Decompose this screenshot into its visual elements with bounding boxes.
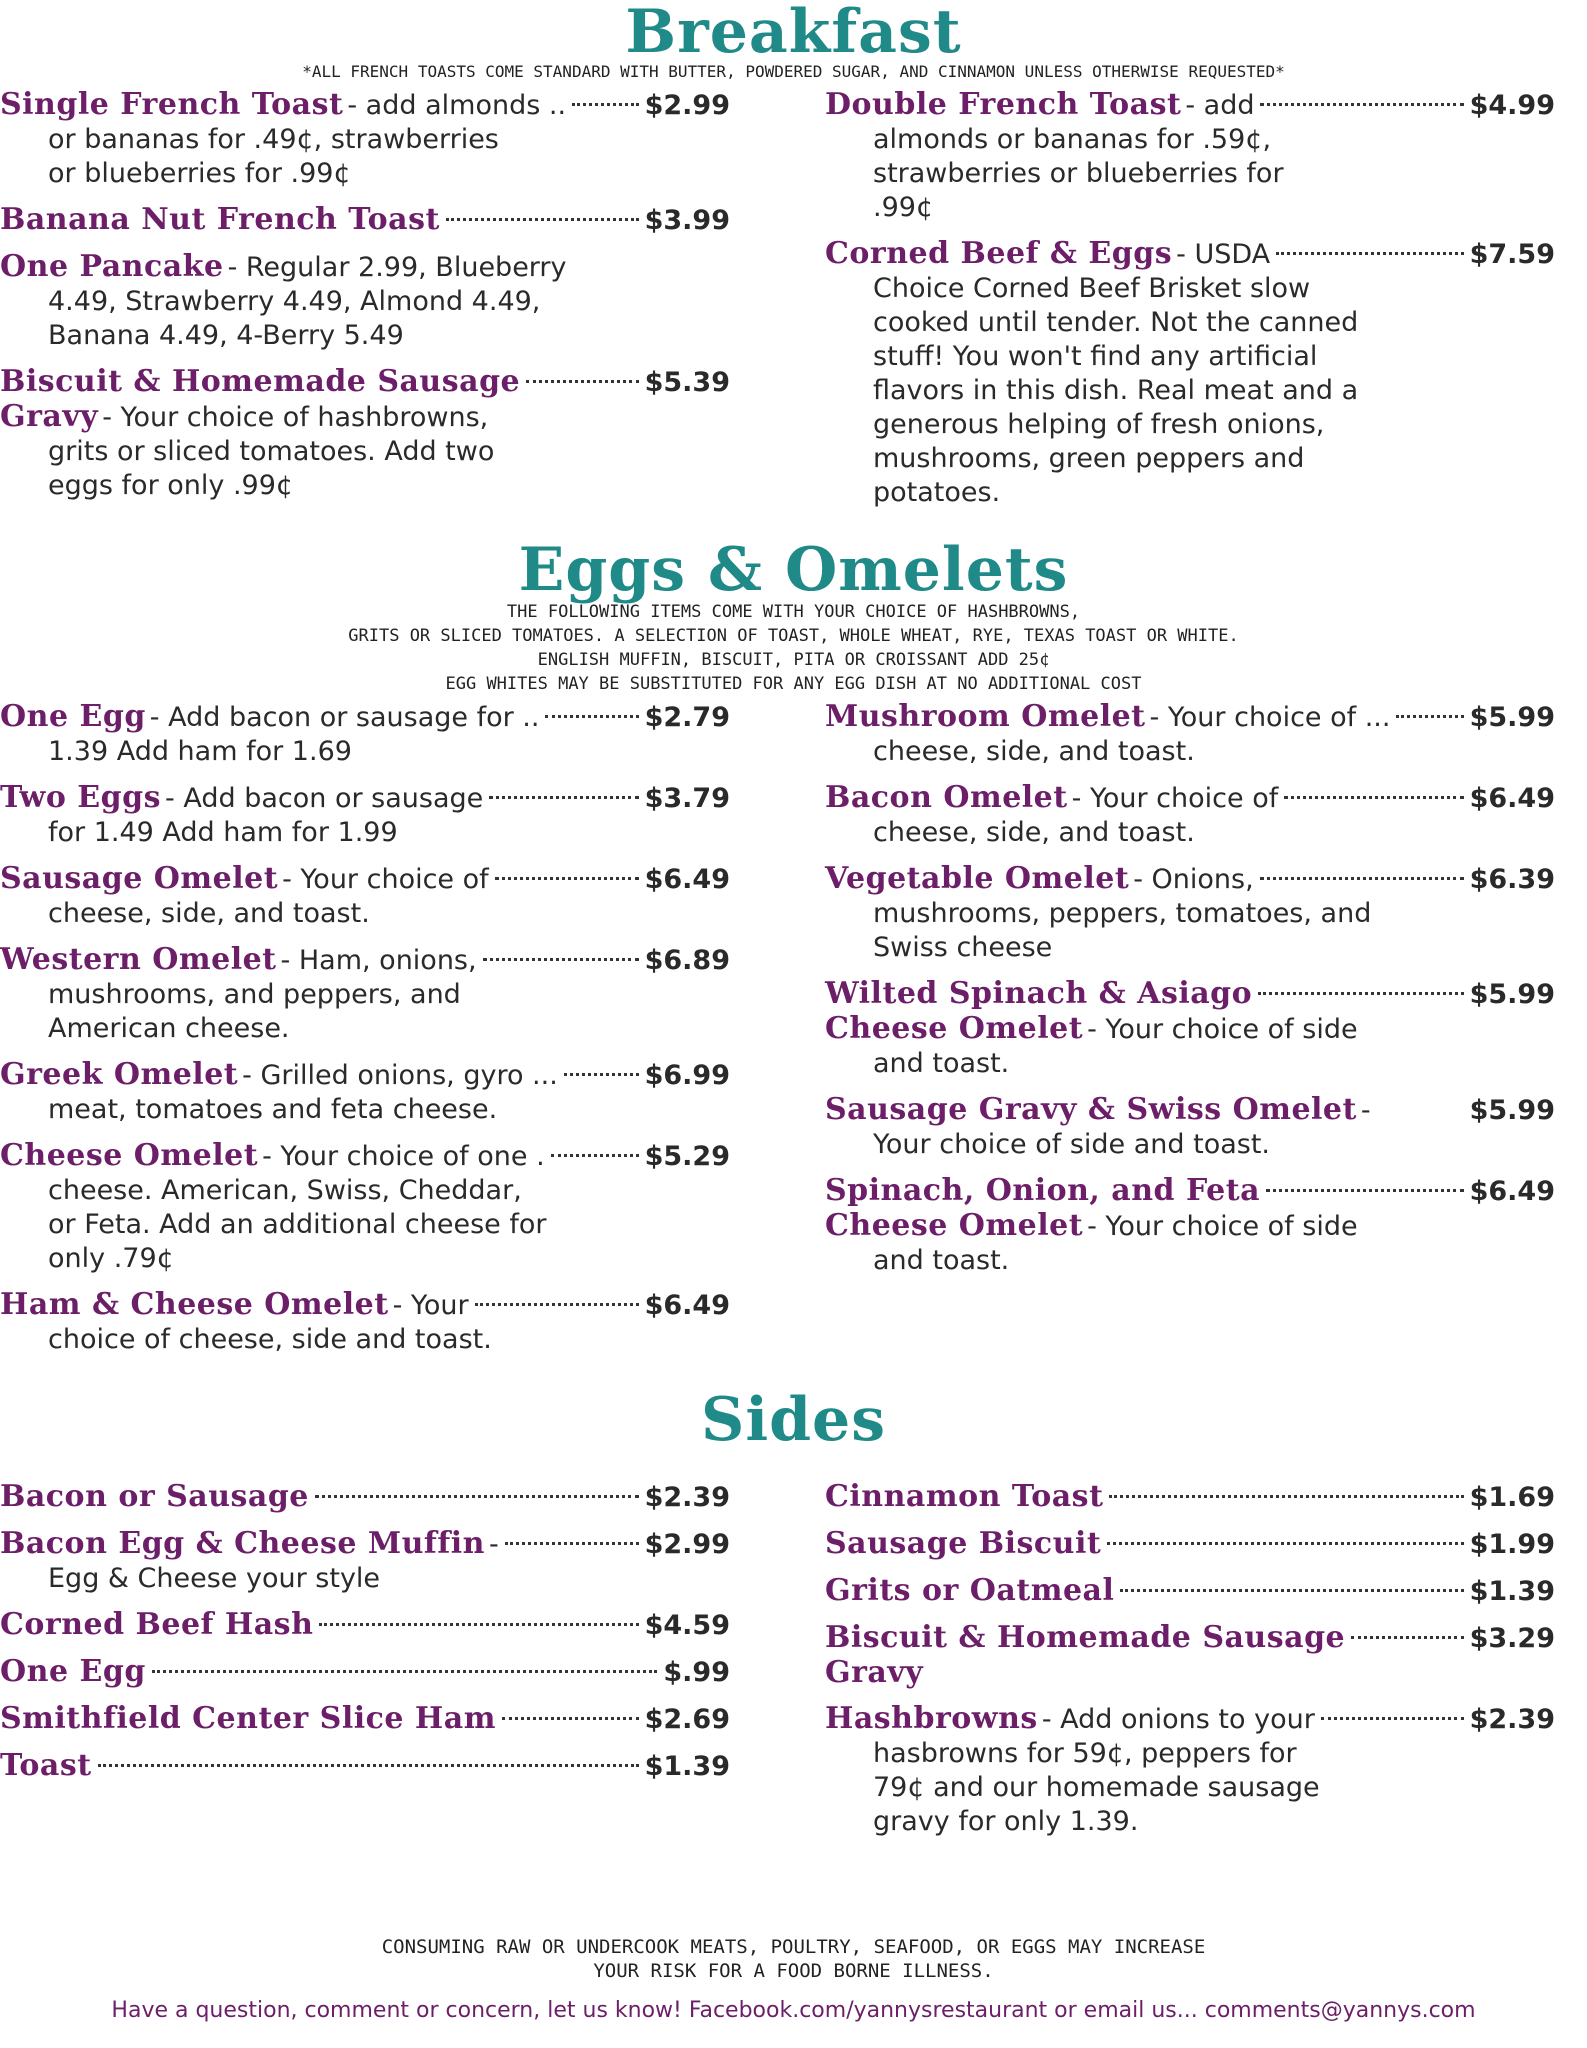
dot-leader (564, 1073, 639, 1076)
menu-item-desc-line: gravy for only 1.39. (873, 1806, 1139, 1837)
menu-item (825, 1093, 1555, 1162)
menu-item-row (0, 88, 730, 123)
menu-item-desc-line: cheese, side, and toast. (873, 736, 1195, 767)
menu-item-name: Western Omelet (0, 942, 277, 977)
menu-item (0, 88, 730, 191)
eggs-notes (0, 600, 1587, 696)
health-warning-line: CONSUMING RAW OR UNDERCOOK MEATS, POULTRY, SEAFOOD, OR EGGS MAY INCREASE (381, 1936, 1206, 1958)
menu-item-desc-line: grits or sliced tomatoes. Add two (48, 436, 495, 467)
dot-leader (1266, 1189, 1464, 1192)
menu-item-price: $4.59 (644, 1610, 730, 1641)
menu-item-row (825, 1174, 1555, 1209)
health-warning-line: YOUR RISK FOR A FOOD BORNE ILLNESS. (593, 1960, 994, 1982)
menu-item-row (0, 1608, 730, 1643)
menu-item-name: Two Eggs (0, 780, 162, 815)
menu-item (825, 1574, 1555, 1609)
dot-leader (152, 1670, 658, 1673)
dot-leader (489, 796, 638, 799)
menu-item (825, 1702, 1555, 1839)
menu-item-row (825, 237, 1555, 272)
breakfast-right-column (825, 88, 1555, 522)
dot-leader (551, 1154, 639, 1157)
menu-item-desc-line: only .79¢ (48, 1243, 174, 1274)
menu-item-name: Cinnamon Toast (825, 1479, 1104, 1514)
menu-item-name: One Egg (0, 1654, 146, 1689)
menu-item-desc-line: or bananas for .49¢, strawberries (48, 124, 499, 155)
menu-item-price: $3.99 (644, 205, 730, 236)
menu-item-row (0, 1480, 730, 1515)
menu-item-desc-line: Choice Corned Beef Brisket slow (873, 273, 1311, 304)
menu-item-desc: - Add bacon or sausage for .. (149, 702, 540, 733)
menu-item-desc: - Regular 2.99, Blueberry (227, 252, 567, 283)
menu-item-desc: - USDA (1176, 239, 1271, 270)
menu-item (0, 943, 730, 1046)
menu-item-price: $3.79 (644, 783, 730, 814)
eggs-note-line: THE FOLLOWING ITEMS COME WITH YOUR CHOICE OF HASHBROWNS, (506, 602, 1081, 622)
eggs-omelets-title: Eggs & Omelets (518, 535, 1069, 605)
sides-left-column (0, 1480, 730, 1796)
menu-item-price: $1.39 (1469, 1576, 1555, 1607)
menu-item-name: Wilted Spinach & Asiago (825, 976, 1253, 1011)
menu-item-name: Smithfield Center Slice Ham (0, 1701, 496, 1736)
menu-item-desc-line: potatoes. (873, 477, 1001, 508)
dot-leader (526, 380, 638, 383)
menu-item-name: Bacon Egg & Cheese Muffin (0, 1526, 485, 1561)
menu-item-row (0, 1702, 730, 1737)
contact-line: Have a question, comment or concern, let us know! Facebook.com/yannysrestaurant or email us... comments@yannys.com (111, 1998, 1476, 2023)
menu-item-name: Biscuit & Homemade Sausage (0, 364, 521, 399)
menu-item (0, 1749, 730, 1784)
menu-item-price: $6.49 (1469, 1176, 1555, 1207)
dot-leader (572, 103, 639, 106)
menu-item-desc-line: strawberries or blueberries for (873, 158, 1284, 189)
menu-item-price: $6.49 (644, 864, 730, 895)
menu-item-desc: - (1360, 1095, 1371, 1126)
dot-leader (1120, 1589, 1463, 1592)
dot-leader (475, 1303, 639, 1306)
menu-item (0, 1702, 730, 1737)
dot-leader (98, 1764, 639, 1767)
menu-item-name: Single French Toast (0, 87, 344, 122)
menu-item-desc-line: 1.39 Add ham for 1.69 (48, 736, 352, 767)
menu-item-price: $2.79 (644, 702, 730, 733)
menu-item-price: $2.99 (644, 90, 730, 121)
menu-item-row (0, 400, 730, 435)
menu-item-price: $2.39 (644, 1482, 730, 1513)
menu-item-desc-line: generous helping of fresh onions, (873, 409, 1325, 440)
menu-item-row (0, 1058, 730, 1093)
menu-item (825, 862, 1555, 965)
menu-item (0, 1527, 730, 1596)
menu-item-desc: - Your choice of one . (262, 1141, 545, 1172)
menu-item-name: Mushroom Omelet (825, 699, 1146, 734)
menu-item-desc-line: cheese. American, Swiss, Cheddar, (48, 1175, 522, 1206)
menu-item (825, 237, 1555, 510)
menu-item-desc: - Your choice of (282, 864, 489, 895)
dot-leader (1284, 796, 1463, 799)
menu-item-price: $.99 (663, 1657, 730, 1688)
menu-item (0, 1288, 730, 1357)
menu-item-desc-line: .99¢ (873, 192, 934, 223)
menu-item-row (0, 1749, 730, 1784)
menu-item-name: Cheese Omelet (825, 1208, 1084, 1243)
menu-item-desc: - (488, 1529, 499, 1560)
menu-item-desc-line: Egg & Cheese your style (48, 1563, 381, 1594)
menu-item (0, 1655, 730, 1690)
dot-leader (1396, 715, 1463, 718)
menu-item-desc: - Your choice of hashbrowns, (102, 402, 489, 433)
menu-item (0, 1480, 730, 1515)
dot-leader (1276, 252, 1463, 255)
menu-item-desc-line: Your choice of side and toast. (873, 1129, 1271, 1160)
menu-item-desc-line: American cheese. (48, 1013, 290, 1044)
menu-item-row (825, 1480, 1555, 1515)
menu-item-price: $6.99 (644, 1060, 730, 1091)
dot-leader (319, 1623, 638, 1626)
menu-item (0, 781, 730, 850)
menu-item-name: One Pancake (0, 249, 224, 284)
menu-item-name: Grits or Oatmeal (825, 1573, 1115, 1608)
menu-item-name: Corned Beef Hash (0, 1607, 314, 1642)
menu-item (0, 203, 730, 238)
menu-item-price: $6.49 (644, 1290, 730, 1321)
menu-item-desc-line: 79¢ and our homemade sausage (873, 1772, 1320, 1803)
menu-item-desc: - Your choice of (1071, 783, 1279, 814)
menu-item-desc-line: flavors in this dish. Real meat and a (873, 375, 1359, 406)
menu-item-price: $1.99 (1469, 1529, 1555, 1560)
menu-item-name: Ham & Cheese Omelet (0, 1287, 389, 1322)
menu-item-row (825, 1656, 1555, 1690)
menu-item-price: $4.99 (1469, 90, 1555, 121)
menu-item-price: $5.39 (644, 367, 730, 398)
dot-leader (1351, 1636, 1463, 1639)
dot-leader (502, 1717, 639, 1720)
menu-item-price: $7.59 (1469, 239, 1555, 270)
menu-item-name: Cheese Omelet (825, 1011, 1084, 1046)
menu-item-desc-line: meat, tomatoes and feta cheese. (48, 1094, 498, 1125)
menu-item-row (0, 203, 730, 238)
dot-leader (495, 877, 639, 880)
menu-item-price: $2.69 (644, 1704, 730, 1735)
menu-item (0, 1608, 730, 1643)
menu-item-name: Hashbrowns (825, 1701, 1038, 1736)
menu-item-desc-line: mushrooms, and peppers, and (48, 979, 461, 1010)
menu-item (0, 1058, 730, 1127)
dot-leader (315, 1495, 639, 1498)
menu-item-desc-line: and toast. (873, 1245, 1010, 1276)
dot-leader (545, 715, 638, 718)
breakfast-left-column (0, 88, 730, 515)
menu-item-desc-line: or Feta. Add an additional cheese for (48, 1209, 547, 1240)
dot-leader (1321, 1717, 1464, 1720)
menu-item-name: Bacon or Sausage (0, 1479, 309, 1514)
menu-item-name: Double French Toast (825, 87, 1182, 122)
menu-item-name: Sausage Biscuit (825, 1526, 1102, 1561)
menu-item-price: $6.39 (1469, 864, 1555, 895)
sides-right-column (825, 1480, 1555, 1851)
menu-item (0, 862, 730, 931)
menu-item-name: Banana Nut French Toast (0, 202, 440, 237)
menu-item-desc-line: for 1.49 Add ham for 1.99 (48, 817, 398, 848)
menu-item-row (0, 250, 730, 285)
menu-item-price: $5.99 (1469, 979, 1555, 1010)
menu-item-row (0, 700, 730, 735)
sides-title: Sides (700, 1385, 887, 1455)
menu-item-desc-line: and toast. (873, 1048, 1010, 1079)
dot-leader (1109, 1495, 1463, 1498)
menu-item-desc: - Your choice of side (1087, 1014, 1358, 1045)
menu-item-price: $6.89 (644, 945, 730, 976)
menu-item (825, 977, 1555, 1081)
eggs-note-line: EGG WHITES MAY BE SUBSTITUTED FOR ANY EGG DISH AT NO ADDITIONAL COST (445, 674, 1142, 694)
menu-item-price: $5.99 (1469, 1095, 1555, 1126)
menu-item-desc-line: choice of cheese, side and toast. (48, 1324, 492, 1355)
menu-item-row (0, 943, 730, 978)
menu-item-desc: - Onions, (1133, 864, 1254, 895)
menu-item-desc: - add (1185, 90, 1255, 121)
menu-item-desc-line: cooked until tender. Not the canned (873, 307, 1359, 338)
menu-item-name: Sausage Omelet (0, 861, 279, 896)
menu-item (825, 700, 1555, 769)
menu-item-name: Spinach, Onion, and Feta (825, 1173, 1261, 1208)
menu-item-desc-line: 4.49, Strawberry 4.49, Almond 4.49, (48, 286, 541, 317)
menu-item-name: Gravy (0, 399, 99, 434)
dot-leader (1107, 1542, 1463, 1545)
menu-item-desc: - Your choice of ... (1149, 702, 1391, 733)
menu-item-desc: - add almonds .. (347, 90, 567, 121)
eggs-note-line: GRITS OR SLICED TOMATOES. A SELECTION OF TOAST, WHOLE WHEAT, RYE, TEXAS TOAST OR WHITE. (348, 626, 1239, 646)
menu-item-name: Cheese Omelet (0, 1138, 259, 1173)
menu-item-desc: - Add onions to your (1041, 1704, 1315, 1735)
menu-item-row (0, 1527, 730, 1562)
menu-item (825, 1621, 1555, 1690)
menu-item-name: Toast (0, 1748, 92, 1783)
menu-item (825, 1174, 1555, 1278)
menu-item-price: $1.39 (644, 1751, 730, 1782)
menu-item-row (825, 88, 1555, 123)
menu-item-desc-line: cheese, side, and toast. (48, 898, 370, 929)
menu-item-row (825, 1702, 1555, 1737)
menu-item-name: One Egg (0, 699, 146, 734)
menu-item (0, 250, 730, 353)
menu-item (825, 88, 1555, 225)
menu-item-desc-line: Swiss cheese (873, 932, 1053, 963)
dot-leader (483, 958, 639, 961)
menu-item-desc: - Your (392, 1290, 469, 1321)
dot-leader (1258, 992, 1463, 995)
menu-item-price: $3.29 (1469, 1623, 1555, 1654)
menu-item-row (825, 977, 1555, 1012)
eggs-left-column (0, 700, 730, 1369)
menu-item-name: Biscuit & Homemade Sausage (825, 1620, 1346, 1655)
menu-item-row (0, 862, 730, 897)
menu-item-desc: - Your choice of side (1087, 1211, 1358, 1242)
menu-item-price: $1.69 (1469, 1482, 1555, 1513)
menu-item (0, 365, 730, 503)
menu-item-row (0, 1655, 730, 1690)
menu-item-price: $2.99 (644, 1529, 730, 1560)
menu-item-desc-line: mushrooms, green peppers and (873, 443, 1305, 474)
menu-item-desc-line: stuff! You won't find any artificial (873, 341, 1318, 372)
menu-item (825, 1527, 1555, 1562)
menu-item-price: $2.39 (1469, 1704, 1555, 1735)
menu-item-name: Gravy (825, 1655, 924, 1690)
menu-item-desc-line: eggs for only .99¢ (48, 470, 294, 501)
menu-item-desc-line: almonds or bananas for .59¢, (873, 124, 1272, 155)
menu-item-name: Vegetable Omelet (825, 861, 1130, 896)
menu-item-desc-line: or blueberries for .99¢ (48, 158, 351, 189)
menu-item-row (0, 1139, 730, 1174)
menu-item-name: Greek Omelet (0, 1057, 239, 1092)
menu-item-row (825, 1209, 1555, 1244)
menu-item-row (825, 781, 1555, 816)
dot-leader (1260, 103, 1463, 106)
menu-item (0, 1139, 730, 1276)
menu-item-row (825, 700, 1555, 735)
menu-item-desc-line: mushrooms, peppers, tomatoes, and (873, 898, 1372, 929)
menu-item-price: $5.29 (644, 1141, 730, 1172)
menu-item-desc: - Grilled onions, gyro ... (242, 1060, 558, 1091)
menu-item (825, 1480, 1555, 1515)
menu-item (825, 781, 1555, 850)
eggs-note-line: ENGLISH MUFFIN, BISCUIT, PITA OR CROISSANT ADD 25¢ (537, 650, 1050, 670)
dot-leader (1260, 877, 1464, 880)
menu-item-desc-line: hasbrowns for 59¢, peppers for (873, 1738, 1297, 1769)
menu-item-row (825, 1574, 1555, 1609)
eggs-right-column (825, 700, 1555, 1290)
menu-item-desc: - Ham, onions, (280, 945, 477, 976)
menu-item-row (0, 365, 730, 400)
health-warning (0, 1935, 1587, 1983)
menu-item-name: Sausage Gravy & Swiss Omelet (825, 1092, 1357, 1127)
menu-item-row (825, 1621, 1555, 1656)
menu-item-desc-line: cheese, side, and toast. (873, 817, 1195, 848)
breakfast-title: Breakfast (625, 0, 962, 67)
menu-item-price: $6.49 (1469, 783, 1555, 814)
menu-item (0, 700, 730, 769)
menu-item-desc: - Add bacon or sausage (165, 783, 484, 814)
dot-leader (446, 218, 639, 221)
menu-item-row (825, 862, 1555, 897)
menu-item-price: $5.99 (1469, 702, 1555, 733)
breakfast-note: *ALL FRENCH TOASTS COME STANDARD WITH BUTTER, POWDERED SUGAR, AND CINNAMON UNLESS OTHERWISE REQUESTED* (302, 62, 1285, 81)
menu-item-row (825, 1012, 1555, 1047)
menu-item-row (0, 781, 730, 816)
menu-item-desc-line: Banana 4.49, 4-Berry 5.49 (48, 320, 404, 351)
menu-item-name: Corned Beef & Eggs (825, 236, 1173, 271)
menu-item-name: Bacon Omelet (825, 780, 1068, 815)
menu-item-row (825, 1093, 1555, 1128)
menu-item-row (825, 1527, 1555, 1562)
menu-item-row (0, 1288, 730, 1323)
dot-leader (505, 1542, 639, 1545)
